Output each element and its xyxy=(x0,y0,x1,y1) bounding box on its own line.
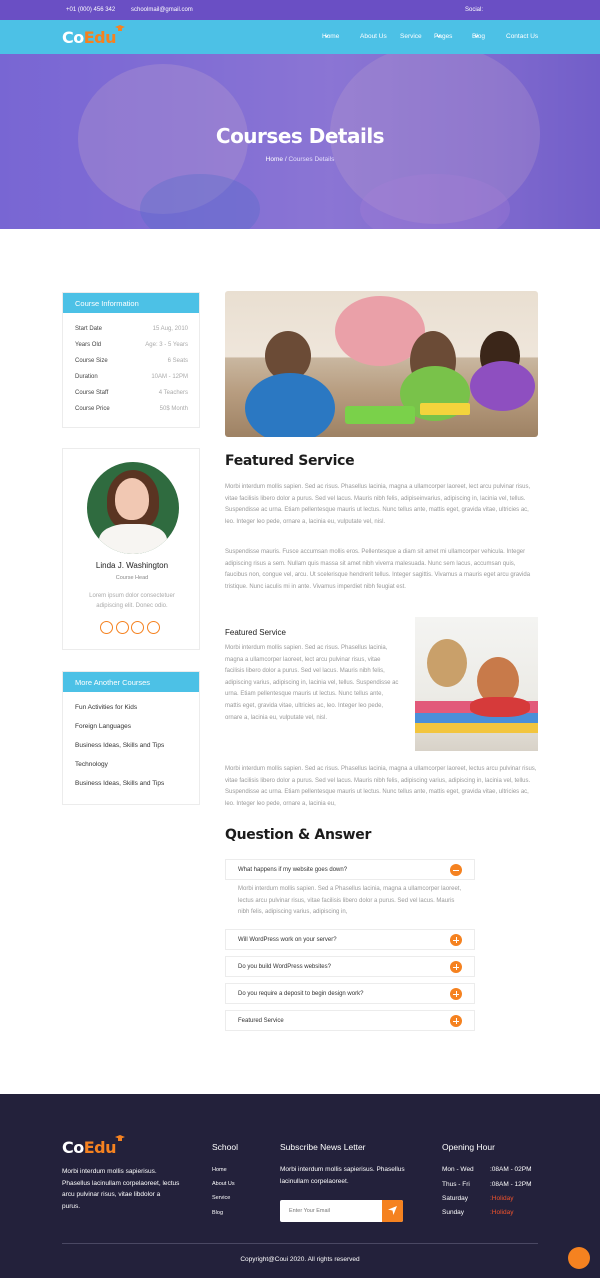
course-link[interactable]: Fun Activities for Kids xyxy=(75,704,138,711)
send-icon xyxy=(388,1206,397,1215)
faq-item[interactable] xyxy=(225,956,475,977)
avatar-shirt xyxy=(99,524,167,554)
info-label: Start Date xyxy=(75,326,103,332)
avatar-face xyxy=(115,478,149,520)
photo-pencil-case xyxy=(420,403,470,415)
newsletter-form xyxy=(280,1200,403,1222)
footer-school-title: School xyxy=(212,1142,238,1152)
nav-item-service[interactable]: Service xyxy=(400,33,422,40)
breadcrumb-separator: / xyxy=(284,156,287,163)
featured-bottom-paragraph: Morbi interdum mollis sapien. Sed ac risus. Phasellus lacinia, magna a ullamcorper laoreet, lectus arcu pulvinar risus, vitae facilisis libero dolor a purus. Sed vel lacus. Mauris nibh felis, adipiscing varius, adipiscing in, lacinia vel, tellus. Suspendisse ac urna. Etiam pellentesque mauris ut lectus. Nunc tellus ante, mattis eget, gravida vitae, ultricies ac, leo. Integer leo pede, ornare a, lacinia eu, xyxy=(225,766,537,807)
logo-co: Co xyxy=(62,1138,84,1157)
topbar-social-label: Social: xyxy=(465,7,484,13)
more-courses-card xyxy=(62,671,200,805)
faq-question: Do you build WordPress websites? xyxy=(238,964,331,970)
site-logo[interactable] xyxy=(62,28,116,47)
top-bar xyxy=(0,0,600,20)
teacher-social-links xyxy=(100,621,162,639)
featured-paragraph: Morbi interdum mollis sapien. Sed ac risus. Phasellus lacinia, magna a ullamcorper laoreet, lect arcu pulvinar risus, vitae facilisis libero dolor a purus. Sed vel lacus. Mauris nibh felis, adipiseinvarius, adipiscing in, lacinia vel, tellus. Suspendisse ac urna. Etiam pellentesque mauris ut lectus. Nunc tellus ante, mattis eget, gravida vitae, ultricies ac, leo. Integer leo pede, ornare a, lacinia eu, vulputate vel, nisl. xyxy=(225,484,531,525)
footer-logo[interactable] xyxy=(62,1138,116,1157)
teacher-bio: Lorem ipsum dolor consectetuer adipiscing elit. Donec odio. xyxy=(89,593,175,609)
social-icon-instagram[interactable] xyxy=(131,621,144,634)
featured-paragraph: Suspendisse mauris. Fusce accumsan mollis eros. Pellentesque a diam sit amet mi ullamcorper vehicula. Integer adipiscing risus a sem. Nullam quis massa sit amet nibh viverra malesuada. Nunc sem lacus, accumsan quis, faucibus non, congue vel, arcu. Ut scelerisque hendrerit tellus. Integer sagittis. Vivamus a mauris eget arcu gravida tristique. Nunc iaculis mi in ante. Vivamus imperdiet nibh feugiat est. xyxy=(225,549,531,590)
nav-blog-label: Blog xyxy=(472,33,486,40)
hours-time-holiday: :Holiday xyxy=(490,1195,514,1202)
featured-sub-paragraph: Morbi interdum mollis sapien. Sed ac risus. Phasellus lacinia, magna a ullamcorper laoreet, lect arcu pulvinar risus, vitae facilisis libero dolor a purus. Sed vel lacus. Mauris nibh felis, adipiscing varius, adipiscing in, lacinia vel, tellus. Suspendisse ac urna. Etiam pellentesque mauris ut lectus. Nunc tellus ante, mattis eget, gravida vitae, ultricies ac, leo. Integer leo pede, ornare a, lacinia eu, vulputate vel, nisl. xyxy=(225,645,399,721)
logo-co: Co xyxy=(62,28,84,47)
minus-icon[interactable] xyxy=(450,864,462,876)
footer-hours-title: Opening Hour xyxy=(442,1142,495,1152)
info-value: 6 Seats xyxy=(167,358,188,364)
plus-icon[interactable] xyxy=(450,934,462,946)
page-title: Courses Details xyxy=(215,124,385,148)
course-main-image xyxy=(225,291,538,437)
faq-item[interactable] xyxy=(225,1010,475,1031)
nav-item-pages[interactable] xyxy=(434,33,453,40)
kids-image xyxy=(415,617,538,751)
logo-edu xyxy=(84,28,116,47)
breadcrumb-home[interactable]: Home xyxy=(265,156,283,163)
info-label: Duration xyxy=(75,374,98,380)
topbar-phone[interactable]: +01 (000) 456 342 xyxy=(66,7,116,13)
faq-question: Do you require a deposit to begin design work? xyxy=(238,991,364,997)
info-row xyxy=(75,326,188,332)
newsletter-email-input[interactable] xyxy=(280,1200,382,1222)
nav-item-contact[interactable]: Contact Us xyxy=(506,33,539,40)
info-value: 15 Aug, 2010 xyxy=(152,326,188,332)
plus-icon[interactable] xyxy=(450,1015,462,1027)
info-row xyxy=(75,406,188,412)
footer-divider xyxy=(62,1243,538,1244)
nav-item-home[interactable] xyxy=(322,33,340,40)
course-link[interactable]: Business Ideas, Skills and Tips xyxy=(75,780,165,787)
info-label: Course Price xyxy=(75,406,110,412)
footer-newsletter-title: Subscribe News Letter xyxy=(280,1142,366,1152)
info-value: 50$ Month xyxy=(159,406,188,412)
nav-pages-label: Pages xyxy=(434,33,453,40)
course-link[interactable]: Technology xyxy=(75,761,108,768)
hero-banner xyxy=(0,54,600,229)
info-value: Age: 3 - 5 Years xyxy=(145,342,188,348)
faq-question: Featured Service xyxy=(238,1018,284,1024)
plus-icon[interactable] xyxy=(450,988,462,1000)
info-value: 10AM - 12PM xyxy=(151,374,188,380)
info-value: 4 Teachers xyxy=(158,390,188,396)
hours-time: :08AM - 02PM xyxy=(490,1166,532,1173)
breadcrumb xyxy=(0,156,600,163)
plus-icon[interactable] xyxy=(450,961,462,973)
newsletter-submit-button[interactable] xyxy=(382,1200,403,1222)
avatar xyxy=(87,462,179,554)
info-row xyxy=(75,342,188,348)
info-label: Years Old xyxy=(75,342,102,348)
hours-day: Mon - Wed xyxy=(442,1166,474,1173)
photo-books xyxy=(415,723,538,733)
info-label: Course Size xyxy=(75,358,108,364)
teacher-role: Course Head xyxy=(115,575,149,581)
course-link[interactable]: Business Ideas, Skills and Tips xyxy=(75,742,165,749)
nav-item-blog[interactable] xyxy=(472,33,486,40)
nav-item-about[interactable]: About Us xyxy=(360,33,387,40)
copyright-text: Copyright@Coui 2020. All rights reserved xyxy=(240,1256,360,1263)
photo-child-head xyxy=(427,639,467,687)
photo-child-shirt xyxy=(470,697,530,717)
logo-edu-text: Edu xyxy=(83,28,117,47)
course-link[interactable]: Foreign Languages xyxy=(75,723,132,730)
info-row xyxy=(75,390,188,396)
faq-item[interactable] xyxy=(225,859,475,880)
more-courses-title: More Another Courses xyxy=(63,672,199,692)
footer-link[interactable]: Blog xyxy=(212,1210,224,1216)
social-icon-linkedin[interactable] xyxy=(147,621,160,634)
teacher-name: Linda J. Washington xyxy=(95,561,169,570)
photo-child-shirt xyxy=(470,361,535,411)
featured-service-title: Featured Service xyxy=(225,453,355,469)
hours-day: Thus - Fri xyxy=(442,1181,470,1188)
hours-time: :08AM - 12PM xyxy=(490,1181,532,1188)
footer-link[interactable]: Service xyxy=(212,1195,231,1201)
hours-day: Sunday xyxy=(442,1209,465,1216)
photo-pencil-case xyxy=(345,406,415,424)
hours-time-holiday: :Holiday xyxy=(490,1209,514,1216)
graduation-cap-icon xyxy=(115,25,125,31)
social-icon-facebook[interactable] xyxy=(100,621,113,634)
faq-item[interactable] xyxy=(225,983,475,1004)
course-info-title: Course Information xyxy=(63,293,199,313)
graduation-cap-icon xyxy=(115,1135,125,1141)
teacher-card xyxy=(62,448,200,650)
faq-question: What happens if my website goes down? xyxy=(238,867,348,873)
footer-link[interactable]: About Us xyxy=(212,1181,235,1187)
photo-child-shirt xyxy=(245,373,335,437)
faq-item[interactable] xyxy=(225,929,475,950)
info-label: Course Staff xyxy=(75,390,109,396)
course-info-card xyxy=(62,292,200,428)
info-row xyxy=(75,374,188,380)
topbar-email[interactable]: schoolmail@gmail.com xyxy=(131,7,193,13)
faq-answer: Morbi interdum mollis sapien. Sed a Phasellus lacinia, magna a ullamcorper laoreet, lectus arcu pulvinar risus, vitae facilisis libero dolor a purus. Sed vel lacus. Mauris nibh felis, adipiscing varius, adipiscing in, xyxy=(238,886,462,916)
faq-question: Will WordPress work on your server? xyxy=(238,937,337,943)
breadcrumb-current: Courses Details xyxy=(288,156,335,163)
logo-edu-text: Edu xyxy=(83,1138,117,1157)
footer-about-text: Morbi interdum mollis sapierisus. Phasellus lacinullam corpelaoreet, lectus arcu pulvinar risus, vitae libdolor a purus. xyxy=(62,1168,180,1210)
faq-title: Question & Answer xyxy=(225,827,372,843)
featured-service-subtitle: Featured Service xyxy=(225,628,286,637)
hours-day: Saturday xyxy=(442,1195,469,1202)
footer-newsletter-text: Morbi interdum mollis sapierisus. Phasellus lacinullam corpelaoreet. xyxy=(280,1166,405,1185)
info-row xyxy=(75,358,188,364)
footer-link[interactable]: Home xyxy=(212,1167,227,1173)
logo-edu xyxy=(84,1138,116,1157)
social-icon-twitter[interactable] xyxy=(116,621,129,634)
nav-home-label: Home xyxy=(322,33,340,40)
scroll-to-top-button[interactable] xyxy=(568,1247,590,1269)
